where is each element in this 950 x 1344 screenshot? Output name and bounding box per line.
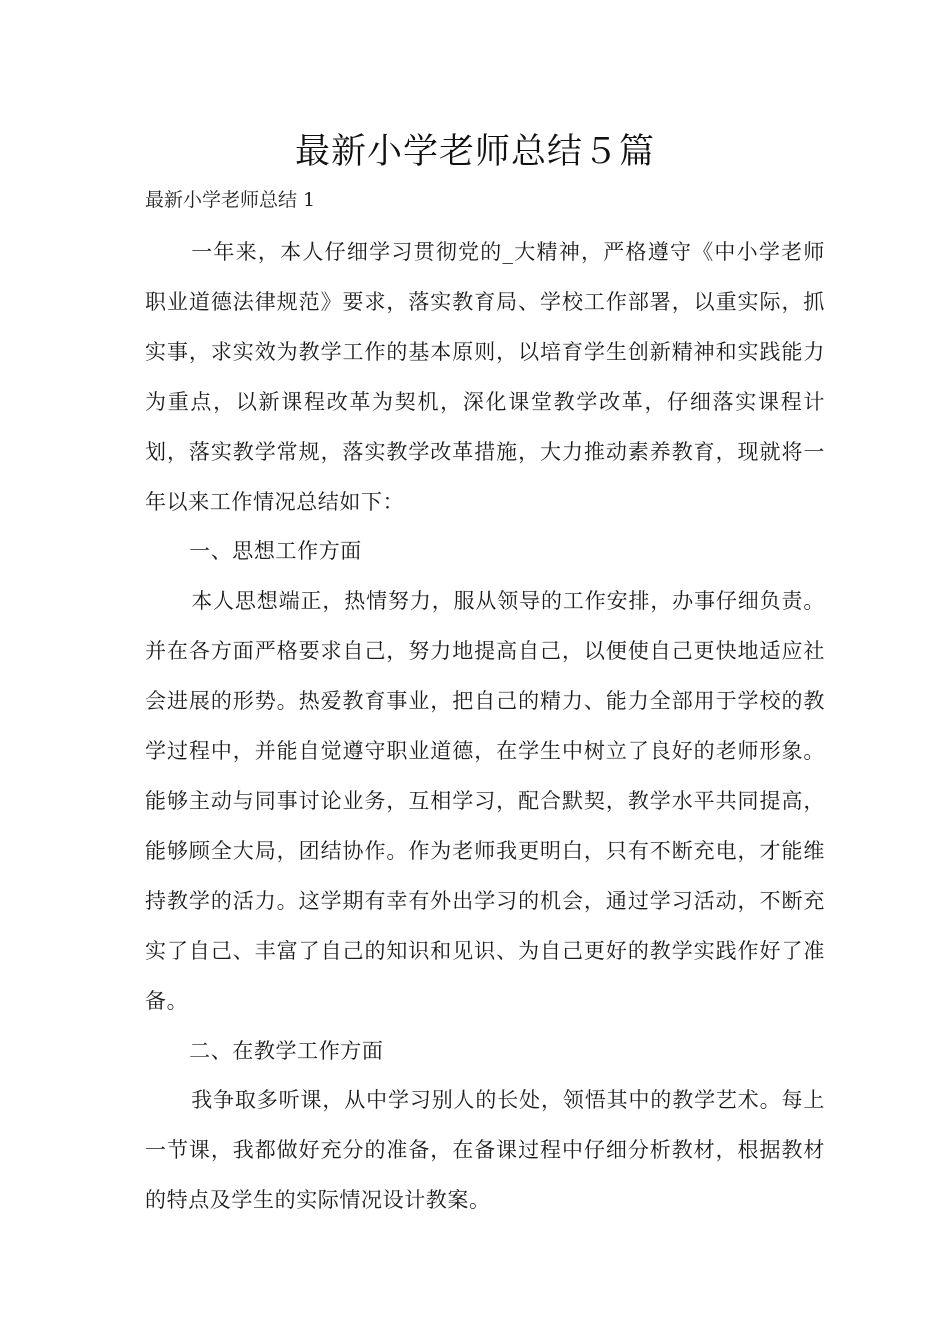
document-body — [145, 228, 825, 1226]
paragraph-teaching: 我争取多听课，从中学习别人的长处，领悟其中的教学艺术。每上一节课，我都做好充分的准备，在备课过程中仔细分析教材，根据教材的特点及学生的实际情况设计教案。 — [145, 1088, 825, 1213]
paragraph-intro: 一年来，本人仔细学习贯彻党的_大精神，严格遵守《中小学老师职业道德法律规范》要求，落实教育局、学校工作部署，以重实际，抓实事，求实效为教学工作的基本原则，以培育学生创新精神和实践能力为重点，以新课程改革为契机，深化课堂教学改革，仔细落实课程计划，落实教学常规，落实教学改革措施，大力推动素养教育，现就将一年以来工作情况总结如下： — [145, 240, 825, 514]
document-subtitle: 最新小学老师总结 1 — [145, 189, 316, 211]
paragraph-thought: 本人思想端正，热情努力，服从领导的工作安排，办事仔细负责。并在各方面严格要求自己，努力地提高自己，以便使自己更快地适应社会进展的形势。热爱教育事业，把自己的精力、能力全部用于学校的教学过程中，并能自觉遵守职业道德，在学生中树立了良好的老师形象。能够主动与同事讨论业务，互相学习，配合默契，教学水平共同提高，能够顾全大局，团结协作。作为老师我更明白，只有不断充电，才能维持教学的活力。这学期有幸有外出学习的机会，通过学习活动，不断充实了自己、丰富了自己的知识和见识、为自己更好的教学实践作好了准备。 — [145, 589, 825, 1013]
section-heading-teaching: 二、在教学工作方面 — [189, 1038, 384, 1063]
section-heading-thought: 一、思想工作方面 — [189, 539, 362, 564]
document-title: 最新小学老师总结５篇 — [294, 132, 655, 172]
